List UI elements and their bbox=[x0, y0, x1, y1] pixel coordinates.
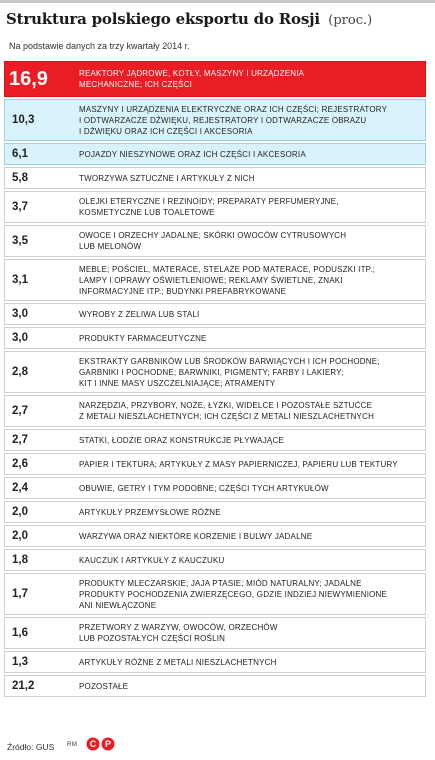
table-row bbox=[0, 302, 435, 326]
row-label bbox=[79, 616, 419, 650]
row-label-line: LUB MELONÓW bbox=[79, 242, 142, 251]
row-label bbox=[79, 326, 419, 350]
row-label-line: KOSMETYCZNE LUB TOALETOWE bbox=[79, 208, 215, 217]
row-label-line: ANI NIEWŁĄCZONE bbox=[79, 600, 157, 610]
row-label-line: KIT I INNE MASY USZCZELNIAJĄCE; ATRAMENTY bbox=[79, 378, 276, 388]
row-value: 1,8 bbox=[12, 554, 28, 566]
row-label-line: LAMPY I OPRAWY OŚWIETLENIOWE; REKLAMY ŚWIETLNE, ZNAKI bbox=[79, 275, 343, 285]
row-label-line: POJAZDY NIESZYNOWE ORAZ ICH CZĘŚCI I AKCESORIA bbox=[79, 149, 306, 159]
row-label bbox=[79, 428, 419, 452]
table-row bbox=[0, 350, 435, 394]
row-label bbox=[79, 224, 419, 258]
row-value: 2,4 bbox=[12, 482, 28, 494]
table-row bbox=[0, 452, 435, 476]
row-label bbox=[79, 166, 419, 190]
table-row bbox=[0, 326, 435, 350]
row-label-line: Z METALI NIESZLACHETNYCH; ICH CZĘŚCI Z METALI NIESZLACHETNYCH bbox=[79, 412, 375, 421]
table-row bbox=[0, 258, 435, 302]
row-label bbox=[79, 572, 419, 616]
row-label bbox=[79, 650, 419, 674]
row-label bbox=[79, 98, 419, 142]
row-value: 16,9 bbox=[9, 67, 48, 90]
table-row bbox=[0, 166, 435, 190]
row-label bbox=[79, 60, 419, 98]
source-note: Źródło: GUS bbox=[7, 742, 55, 752]
row-value: 2,8 bbox=[12, 366, 28, 378]
svg-text:P: P bbox=[104, 739, 112, 750]
row-label bbox=[79, 302, 419, 326]
row-value: 3,7 bbox=[12, 201, 28, 213]
row-label-line: GARBNIKI I POCHODNE; BARWNIKI, PIGMENTY; FARBY I LAKIERY; bbox=[79, 367, 344, 377]
row-label bbox=[79, 350, 419, 394]
row-value: 6,1 bbox=[12, 148, 28, 160]
row-value: 10,3 bbox=[12, 114, 35, 126]
row-value: 2,0 bbox=[12, 530, 28, 542]
row-label-line: PRODUKTY POCHODZENIA ZWIERZĘCEGO, GDZIE INDZIEJ NIEWYMIENIONE bbox=[79, 589, 388, 599]
row-label-line: REAKTORY JĄDROWE, KOTŁY, MASZYNY I URZĄDZENIA bbox=[79, 69, 305, 78]
table-row bbox=[0, 572, 435, 616]
row-label-line: KAUCZUK I ARTYKUŁY Z KAUCZUKU bbox=[79, 555, 225, 565]
row-value: 1,3 bbox=[12, 656, 28, 668]
table-row bbox=[0, 500, 435, 524]
row-label-line: PAPIER I TEKTURA; ARTYKUŁY Z MASY PAPIERNICZEJ, PAPIERU LUB TEKTURY bbox=[79, 459, 398, 469]
copyright-p-logo bbox=[86, 736, 116, 752]
table-row bbox=[0, 674, 435, 698]
row-value: 3,5 bbox=[12, 235, 28, 247]
table-row bbox=[0, 476, 435, 500]
table-row bbox=[0, 190, 435, 224]
row-label-line: POZOSTAŁE bbox=[79, 681, 129, 691]
row-label bbox=[79, 500, 419, 524]
chart-header bbox=[6, 10, 431, 29]
row-label-line: WYROBY Z ŻELIWA LUB STALI bbox=[79, 309, 200, 319]
row-label-line: OWOCE I ORZECHY JADALNE; SKÓRKI OWOCÓW CYTRUSOWYCH bbox=[79, 231, 347, 240]
row-label bbox=[79, 394, 419, 428]
table-row bbox=[0, 616, 435, 650]
table-row bbox=[0, 394, 435, 428]
table-row bbox=[0, 224, 435, 258]
chart-unit: (proc.) bbox=[328, 13, 373, 28]
row-label bbox=[79, 524, 419, 548]
row-label-line: I ODTWARZACZE DŹWIĘKU, REJESTRATORY I ODTWARZACZE OBRAZU bbox=[79, 115, 367, 125]
row-value: 2,7 bbox=[12, 405, 28, 417]
svg-text:C: C bbox=[89, 739, 97, 750]
row-label bbox=[79, 476, 419, 500]
row-label-line: INFORMACYJNE ITP.; BUDYNKI PREFABRYKOWANE bbox=[79, 286, 287, 296]
footer bbox=[7, 742, 78, 752]
chart-title: Struktura polskiego eksportu do Rosji bbox=[6, 10, 320, 28]
table-row bbox=[0, 428, 435, 452]
row-label-line: OBUWIE, GETRY I TYM PODOBNE; CZĘŚCI TYCH ARTYKUŁÓW bbox=[79, 483, 329, 493]
row-label-line: EKSTRAKTY GARBNIKÓW LUB ŚRODKÓW BARWIĄCYCH I ICH POCHODNE; bbox=[79, 356, 380, 366]
row-value: 2,0 bbox=[12, 506, 28, 518]
row-label-line: LUB POZOSTAŁYCH CZĘŚCI ROŚLIN bbox=[79, 634, 226, 643]
row-value: 2,6 bbox=[12, 458, 28, 470]
row-label-line: PRODUKTY FARMACEUTYCZNE bbox=[79, 333, 207, 343]
table-row bbox=[0, 98, 435, 142]
row-value: 2,7 bbox=[12, 434, 28, 446]
row-value: 1,6 bbox=[12, 627, 28, 639]
row-value: 1,7 bbox=[12, 588, 28, 600]
row-label bbox=[79, 674, 419, 698]
row-label-line: ARTYKUŁY RÓŻNE Z METALI NIESZLACHETNYCH bbox=[79, 657, 277, 667]
row-label-line: MECHANICZNE; ICH CZĘŚCI bbox=[79, 80, 193, 89]
table-row bbox=[0, 524, 435, 548]
row-label-line: PRZETWORY Z WARZYW, OWOCÓW, ORZECHÓW bbox=[79, 623, 278, 632]
row-label bbox=[79, 190, 419, 224]
top-rule bbox=[0, 0, 435, 3]
table-row bbox=[0, 142, 435, 166]
row-label-line: I DŹWIĘKU ORAZ ICH CZĘŚCI I AKCESORIA bbox=[79, 126, 253, 136]
table-row bbox=[0, 650, 435, 674]
row-value: 3,0 bbox=[12, 332, 28, 344]
row-label-line: ARTYKUŁY PRZEMYSŁOWE RÓŻNE bbox=[79, 507, 221, 517]
row-label-line: OLEJKI ETERYCZNE I REZINOIDY; PREPARATY PERFUMERYJNE, bbox=[79, 197, 339, 206]
row-label-line: TWORZYWA SZTUCZNE I ARTYKUŁY Z NICH bbox=[79, 173, 255, 183]
row-label bbox=[79, 548, 419, 572]
row-value: 5,8 bbox=[12, 172, 28, 184]
chart-subtitle: Na podstawie danych za trzy kwartały 2014 r. bbox=[9, 41, 190, 51]
row-value: 3,0 bbox=[12, 308, 28, 320]
row-label-line: WARZYWA ORAZ NIEKTÓRE KORZENIE I BULWY JADALNE bbox=[79, 531, 313, 541]
row-label bbox=[79, 452, 419, 476]
table-row bbox=[0, 548, 435, 572]
row-label-line: MEBLE; POŚCIEL, MATERACE, STELAŻE POD MATERACE, PODUSZKI ITP.; bbox=[79, 264, 376, 274]
row-label-line: NARZĘDZIA, PRZYBORY, NOŻE, ŁYŻKI, WIDELCE I POZOSTAŁE SZTUĆCE bbox=[79, 401, 373, 410]
row-label-line: STATKI, ŁODZIE ORAZ KONSTRUKCJE PŁYWAJĄCE bbox=[79, 435, 284, 445]
table-row bbox=[0, 60, 435, 98]
author-initials: RM bbox=[67, 742, 78, 748]
row-value: 3,1 bbox=[12, 274, 28, 286]
row-label-line: PRODUKTY MLECZARSKIE; JAJA PTASIE; MIÓD NATURALNY; JADALNE bbox=[79, 578, 362, 588]
row-label-line: MASZYNY I URZĄDZENIA ELEKTRYCZNE ORAZ ICH CZĘŚCI; REJESTRATORY bbox=[79, 104, 388, 114]
row-value: 21,2 bbox=[12, 680, 35, 692]
row-label bbox=[79, 258, 419, 302]
row-label bbox=[79, 142, 419, 166]
